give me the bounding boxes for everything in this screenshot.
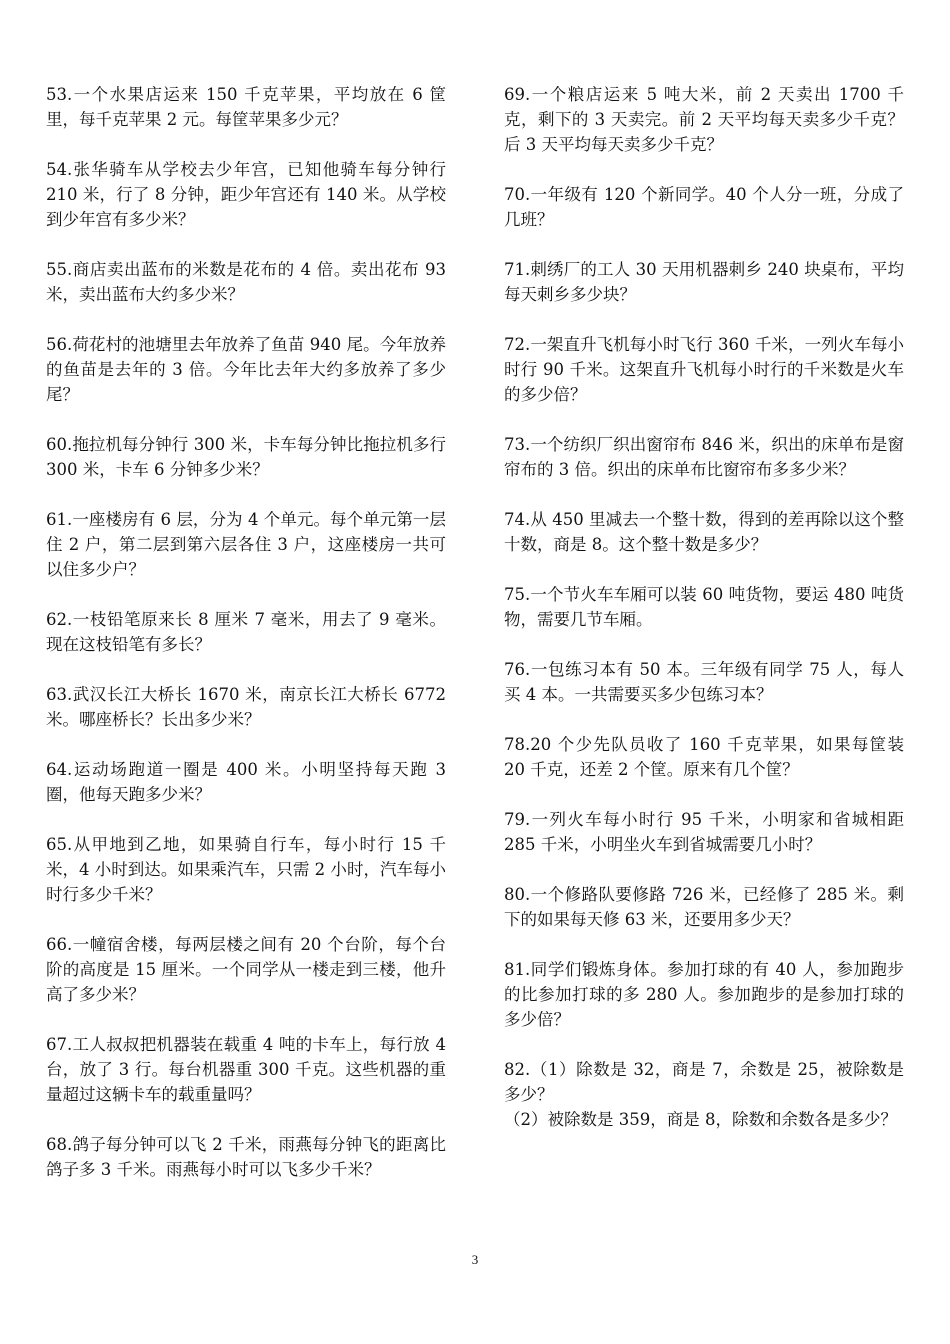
right-column xyxy=(504,82,904,1157)
problem-78: 78.20 个少先队员收了 160 千克苹果，如果每筐装 20 千克，还差 2 个筐。原来有几个筐？ xyxy=(504,735,904,779)
problem-63: 63.武汉长江大桥长 1670 米，南京长江大桥长 6772 米。哪座桥长？长出多少米？ xyxy=(46,685,446,729)
problem-75: 75.一个节火车车厢可以装 60 吨货物，要运 480 吨货物，需要几节车厢。 xyxy=(504,585,904,629)
problem-70: 70.一年级有 120 个新同学。40 个人分一班，分成了几班？ xyxy=(504,185,904,229)
problem-73: 73.一个纺织厂织出窗帘布 846 米，织出的床单布是窗帘布的 3 倍。织出的床单布比窗帘布多多少米？ xyxy=(504,435,904,479)
problem-53: 53.一个水果店运来 150 千克苹果，平均放在 6 筐里，每千克苹果 2 元。每筐苹果多少元？ xyxy=(46,85,446,129)
problem-67: 67.工人叔叔把机器装在载重 4 吨的卡车上，每行放 4 台，放了 3 行。每台机器重 300 千克。这些机器的重量超过这辆卡车的载重量吗？ xyxy=(46,1035,446,1104)
problem-56: 56.荷花村的池塘里去年放养了鱼苗 940 尾。今年放养的鱼苗是去年的 3 倍。今年比去年大约多放养了多少尾？ xyxy=(46,335,446,404)
page-number: 3 xyxy=(471,1252,479,1267)
problem-72: 72.一架直升飞机每小时飞行 360 千米，一列火车每小时行 90 千米。这架直升飞机每小时行的千米数是火车的多少倍？ xyxy=(504,335,904,404)
problem-74: 74.从 450 里减去一个整十数，得到的差再除以这个整十数，商是 8。这个整十数是多少？ xyxy=(504,510,904,554)
problem-71: 71.刺绣厂的工人 30 天用机器刺乡 240 块桌布，平均每天刺乡多少块？ xyxy=(504,260,904,304)
problem-55: 55.商店卖出蓝布的米数是花布的 4 倍。卖出花布 93 米，卖出蓝布大约多少米？ xyxy=(46,260,446,304)
problem-68: 68.鸽子每分钟可以飞 2 千米，雨燕每分钟飞的距离比鸽子多 3 千米。雨燕每小时可以飞多少千米？ xyxy=(46,1135,446,1179)
problem-61: 61.一座楼房有 6 层，分为 4 个单元。每个单元第一层住 2 户，第二层到第六层各住 3 户，这座楼房一共可以住多少户？ xyxy=(46,510,446,579)
problem-69: 69.一个粮店运来 5 吨大米，前 2 天卖出 1700 千克，剩下的 3 天卖完。前 2 天平均每天卖多少千克？后 3 天平均每天卖多少千克？ xyxy=(504,85,904,154)
problem-76: 76.一包练习本有 50 本。三年级有同学 75 人，每人买 4 本。一共需要买多少包练习本？ xyxy=(504,660,904,704)
left-column xyxy=(46,82,446,1207)
problem-82: 82.（1）除数是 32，商是 7，余数是 25，被除数是多少？ （2）被除数是 359，商是 8，除数和余数各是多少？ xyxy=(504,1060,904,1129)
problem-81: 81.同学们锻炼身体。参加打球的有 40 人，参加跑步的比参加打球的多 280 人。参加跑步的是参加打球的多少倍？ xyxy=(504,960,904,1029)
problem-60: 60.拖拉机每分钟行 300 米，卡车每分钟比拖拉机多行 300 米，卡车 6 分钟多少米？ xyxy=(46,435,446,479)
problem-64: 64.运动场跑道一圈是 400 米。小明坚持每天跑 3 圈，他每天跑多少米？ xyxy=(46,760,446,804)
problem-54: 54.张华骑车从学校去少年宫，已知他骑车每分钟行 210 米，行了 8 分钟，距少年宫还有 140 米。从学校到少年宫有多少米？ xyxy=(46,160,446,229)
problem-79: 79.一列火车每小时行 95 千米，小明家和省城相距 285 千米，小明坐火车到省城需要几小时？ xyxy=(504,810,904,854)
problem-66: 66.一幢宿舍楼，每两层楼之间有 20 个台阶，每个台阶的高度是 15 厘米。一个同学从一楼走到三楼，他升高了多少米？ xyxy=(46,935,446,1004)
problem-80: 80.一个修路队要修路 726 米，已经修了 285 米。剩下的如果每天修 63 米，还要用多少天？ xyxy=(504,885,904,929)
problem-62: 62.一枝铅笔原来长 8 厘米 7 毫米，用去了 9 毫米。现在这枝铅笔有多长？ xyxy=(46,610,446,654)
problem-65: 65.从甲地到乙地，如果骑自行车，每小时行 15 千米，4 小时到达。如果乘汽车，只需 2 小时，汽车每小时行多少千米？ xyxy=(46,835,446,904)
